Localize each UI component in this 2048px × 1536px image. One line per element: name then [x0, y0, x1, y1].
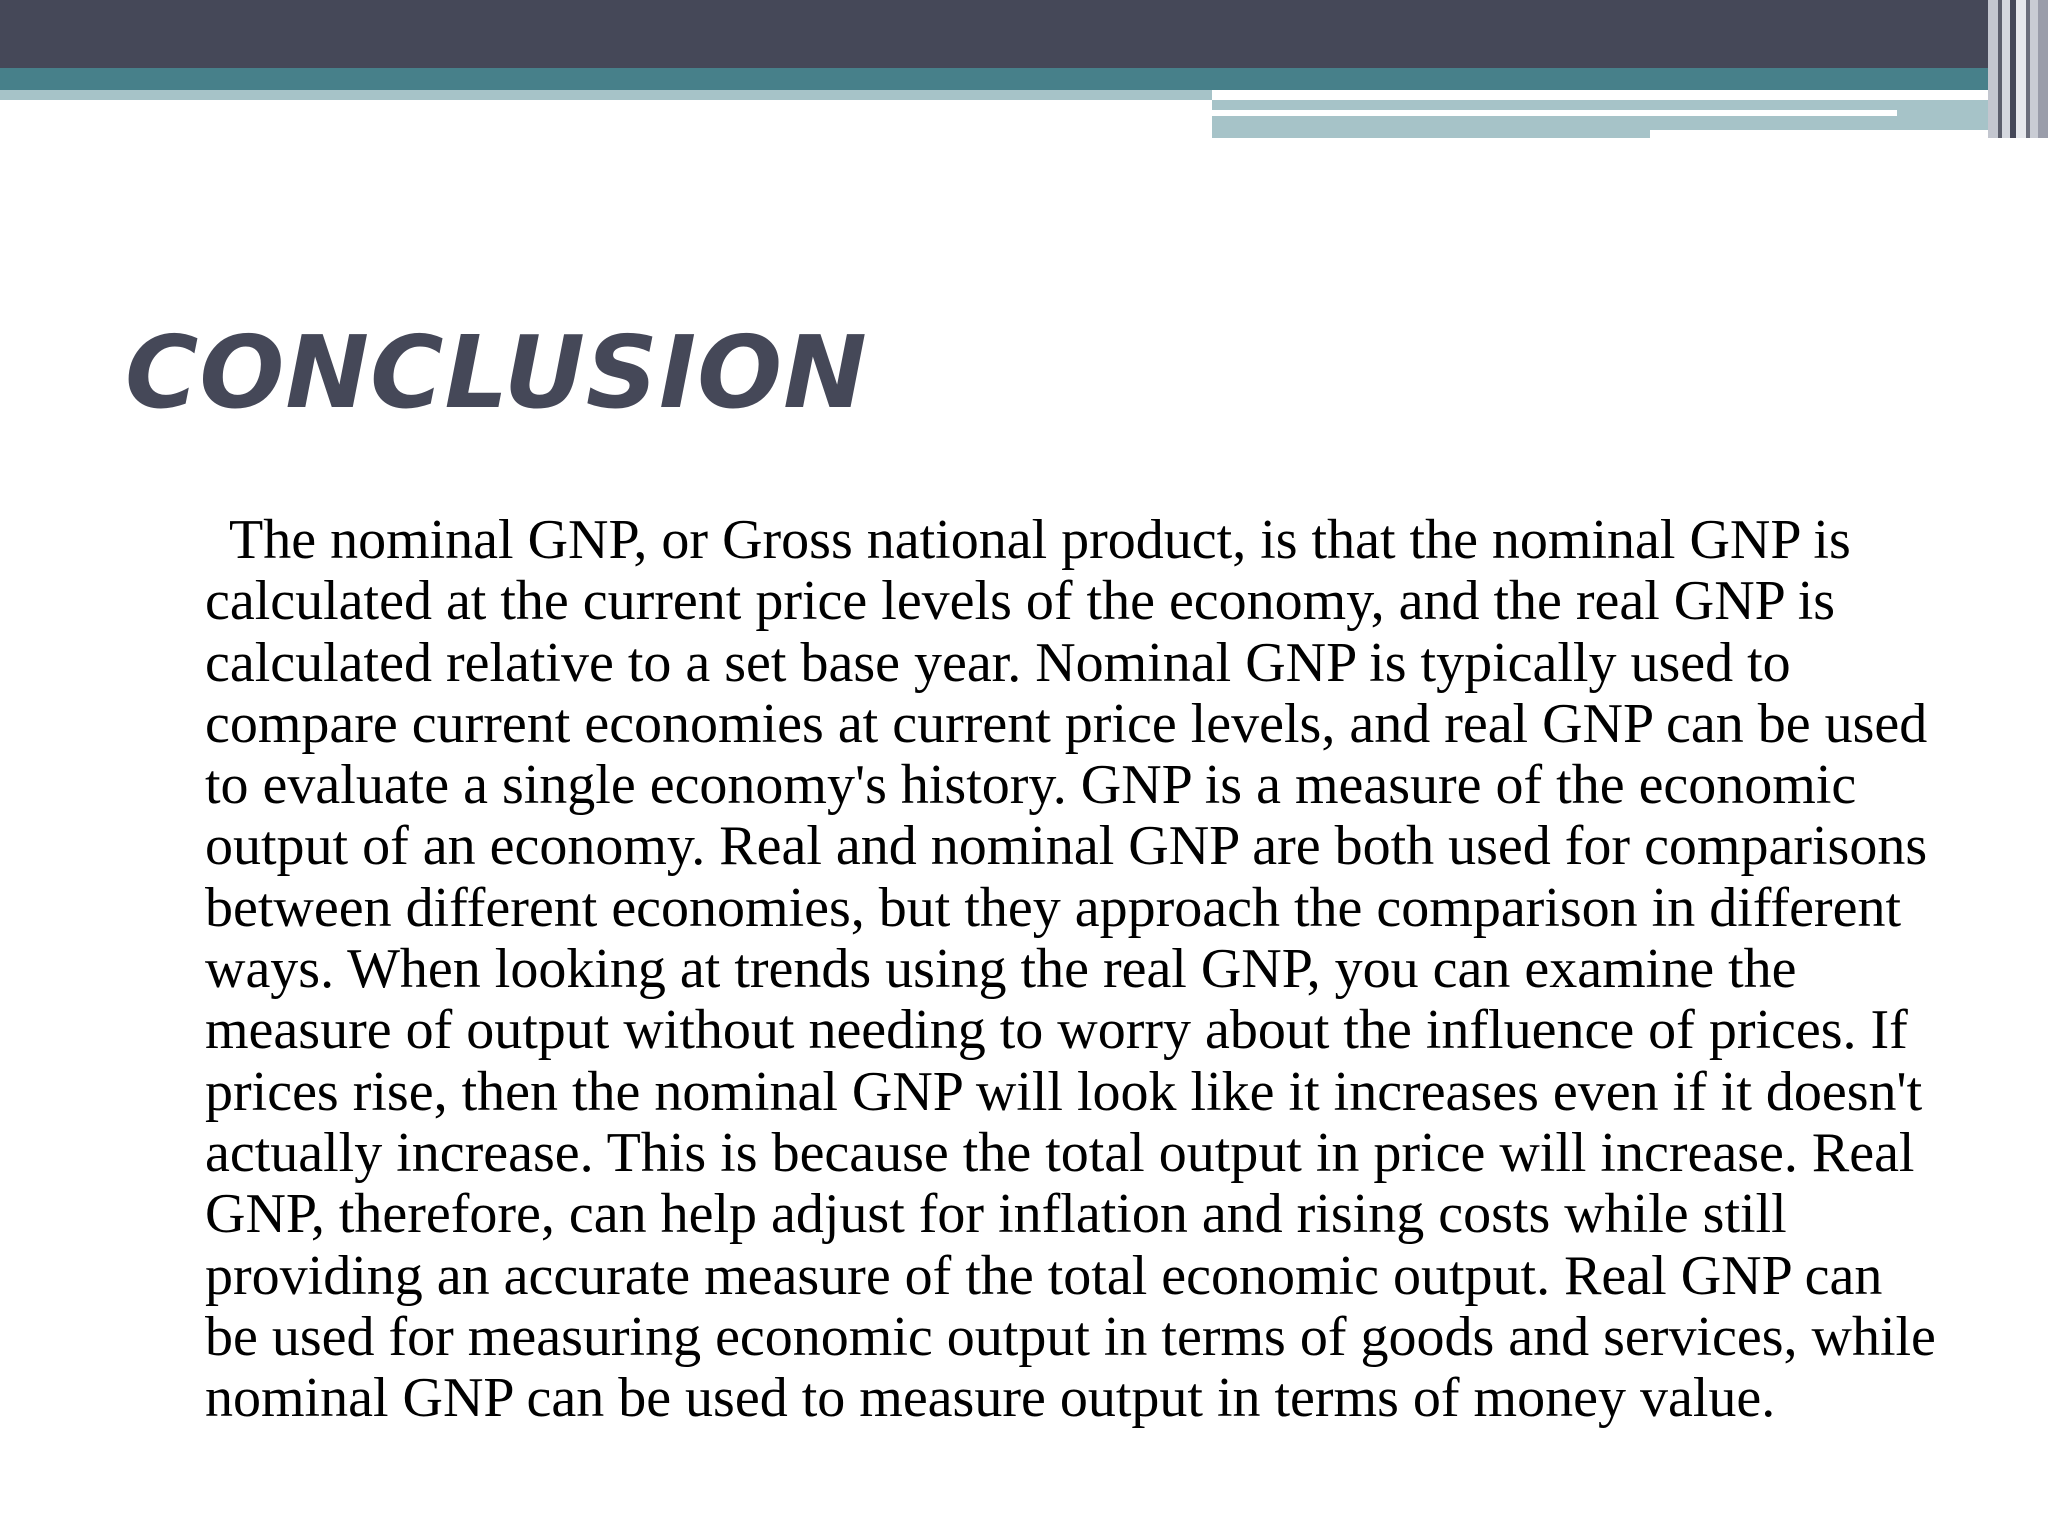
header-light-band-left	[0, 90, 1212, 100]
slide-title: CONCLUSION	[125, 314, 868, 431]
slide-body-text: The nominal GNP, or Gross national product, is that the nominal GNP is calculated at the current price levels of the economy, and the real GNP is calculated relative to a set base year. Nominal GNP is typically used to compare current economies at current price levels, and real GNP can be used to evaluate a single economy's history. GNP is a measure of the economic output of an economy. Real and nominal GNP are both used for comparisons between different economies, but they approach the comparison in different ways. When looking at trends using the real GNP, you can examine the measure of output without needing to worry about the influence of prices. If prices rise, then the nominal GNP will look like it increases even if it doesn't actually increase. This is because the total output in price will increase. Real GNP, therefore, can help adjust for inflation and rising costs while still providing an accurate measure of the total economic output. Real GNP can be used for measuring economic output in terms of goods and services, while nominal GNP can be used to measure output in terms of money value.	[205, 509, 1936, 1430]
header-teal-band	[0, 68, 2000, 90]
header-dark-bar	[0, 0, 2048, 68]
header-corner-stripes	[1988, 0, 2048, 138]
header-accent-line	[1212, 110, 1897, 116]
header-accent-line-short	[1650, 130, 2000, 138]
